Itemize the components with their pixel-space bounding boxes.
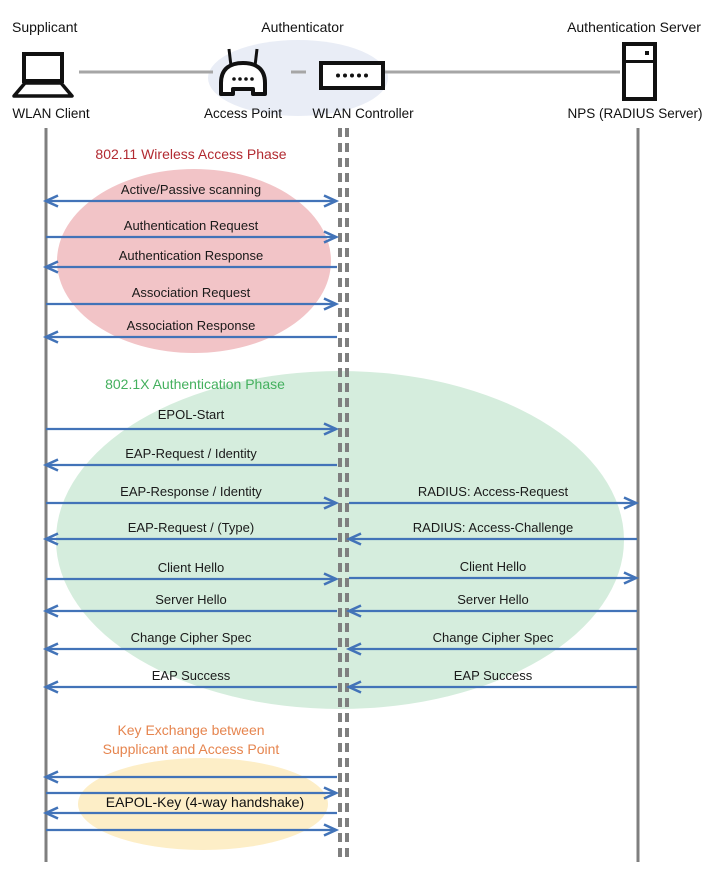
phase3-title-line1: Key Exchange between [117,722,265,738]
phase3-title-line2: Supplicant and Access Point [102,741,280,757]
message-label: Change Cipher Spec [130,630,252,645]
phase2-title: 802.1X Authentication Phase [105,376,285,392]
message-label: RADIUS: Access-Challenge [412,520,574,535]
message-label: Change Cipher Spec [432,630,554,645]
phase1-title: 802.11 Wireless Access Phase [95,146,287,162]
message-label: Server Hello [457,592,529,607]
message-label: Authentication Request [123,218,259,233]
server-icon [624,44,655,99]
message-label: Client Hello [157,560,225,575]
message-label: EAP-Request / Identity [125,446,257,461]
message-label: EAP Success [453,668,533,683]
node-access-point: Access Point [203,106,283,121]
message-label: EAP-Response / Identity [120,484,262,499]
phase3-title [46,721,336,759]
message-label: Client Hello [459,559,527,574]
message-label: Authentication Response [118,248,264,263]
message-label: EAP Success [151,668,231,683]
role-auth-server: Authentication Server [567,19,701,35]
message-label: Association Response [126,318,256,333]
node-nps: NPS (RADIUS Server) [567,106,703,121]
message-label: Server Hello [155,592,227,607]
message-label: RADIUS: Access-Request [417,484,569,499]
message-label-eapol-key: EAPOL-Key (4-way handshake) [105,794,305,810]
message-label: EPOL-Start [157,407,225,422]
message-label: Active/Passive scanning [120,182,262,197]
node-wlan-client: WLAN Client [12,106,90,121]
message-label: EAP-Request / (Type) [127,520,255,535]
message-label: Association Request [131,285,251,300]
wlan-controller-icon [321,63,383,88]
laptop-icon [14,54,72,96]
role-authenticator: Authenticator [261,19,344,35]
role-supplicant: Supplicant [12,19,78,35]
node-wlan-controller: WLAN Controller [312,106,414,121]
